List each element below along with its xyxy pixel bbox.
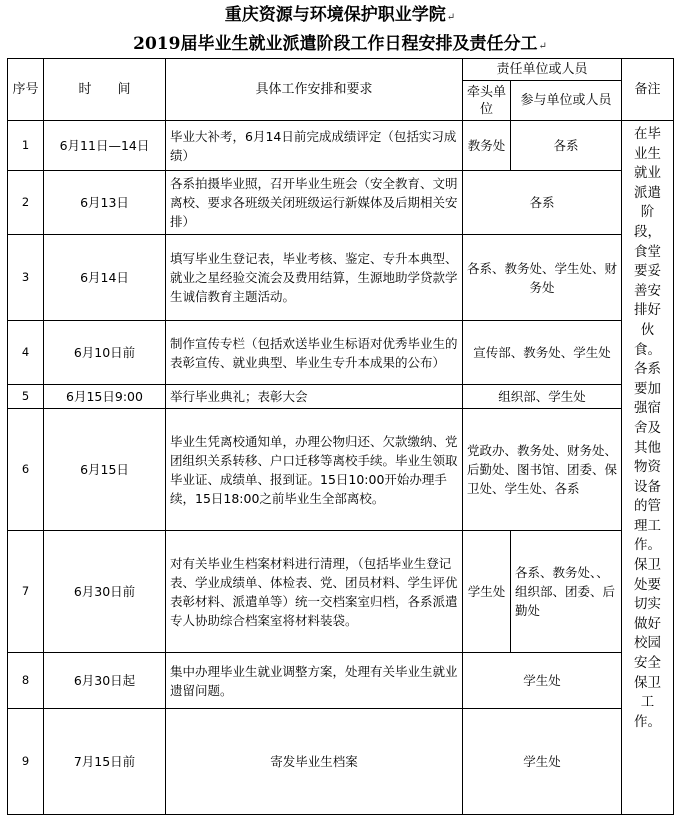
header-responsible: 责任单位或人员 bbox=[463, 59, 622, 81]
row-task: 各系拍摄毕业照，召开毕业生班会（安全教育、文明离校、要求各班级关闭班级运行新媒体及后期相关安排） bbox=[166, 171, 463, 235]
title-block bbox=[0, 2, 680, 60]
row-task: 对有关毕业生档案材料进行清理，（包括毕业生登记表、学业成绩单、体检表、党、团员材料、学生评优表彰材料、派遣单等）统一交档案室归档，各系派遣专人协助综合档案室将材料装袋。 bbox=[166, 531, 463, 653]
row-task: 举行毕业典礼；表彰大会 bbox=[166, 385, 463, 409]
row-time: 6月15日9:00 bbox=[44, 385, 166, 409]
row-number: 9 bbox=[8, 709, 44, 815]
header-seq: 序号 bbox=[8, 59, 44, 121]
row-number: 7 bbox=[8, 531, 44, 653]
table-row bbox=[8, 531, 674, 653]
row-task: 毕业大补考，6月14日前完成成绩评定（包括实习成绩） bbox=[166, 121, 463, 171]
remark-text: 在毕业生就业派遣阶段，食堂要妥善安排好伙食。各系要加强宿舍及其他物资设备的管理工作。保卫处要切实做好校园安全保卫工作。 bbox=[634, 126, 662, 730]
row-task: 毕业生凭离校通知单，办理公物归还、欠款缴纳、党团组织关系转移、户口迁移等离校手续。毕业生领取毕业证、成绩单、报到证。15日10:00开始办理手续，15日18:00之前毕业生全部离校。 bbox=[166, 409, 463, 531]
row-number: 6 bbox=[8, 409, 44, 531]
row-lead-unit: 教务处 bbox=[463, 121, 511, 171]
schedule-table bbox=[7, 58, 674, 815]
row-time: 6月13日 bbox=[44, 171, 166, 235]
table-row bbox=[8, 321, 674, 385]
header-arrangement: 具体工作安排和要求 bbox=[166, 59, 463, 121]
row-unit: 各系、教务处、学生处、财务处 bbox=[463, 235, 622, 321]
table-row bbox=[8, 709, 674, 815]
row-time: 6月15日 bbox=[44, 409, 166, 531]
row-number: 8 bbox=[8, 653, 44, 709]
row-time: 6月30日起 bbox=[44, 653, 166, 709]
row-task: 寄发毕业生档案 bbox=[166, 709, 463, 815]
row-unit: 学生处 bbox=[463, 653, 622, 709]
row-task: 制作宣传专栏（包括欢送毕业生标语对优秀毕业生的表彰宣传、就业典型、毕业生专升本成果的公布） bbox=[166, 321, 463, 385]
row-task: 集中办理毕业生就业调整方案，处理有关毕业生就业遗留问题。 bbox=[166, 653, 463, 709]
table-row bbox=[8, 409, 674, 531]
row-unit: 组织部、学生处 bbox=[463, 385, 622, 409]
row-lead-unit: 学生处 bbox=[463, 531, 511, 653]
row-unit: 宣传部、教务处、学生处 bbox=[463, 321, 622, 385]
row-participate-unit: 各系、教务处、、组织部、团委、后勤处 bbox=[511, 531, 622, 653]
row-time: 6月14日 bbox=[44, 235, 166, 321]
row-number: 5 bbox=[8, 385, 44, 409]
row-time: 6月11日—14日 bbox=[44, 121, 166, 171]
row-participate-unit: 各系 bbox=[511, 121, 622, 171]
header-row-1 bbox=[8, 59, 674, 81]
row-task: 填写毕业生登记表，毕业考核、鉴定、专升本典型、就业之星经验交流会及费用结算，生源地助学贷款学生诚信教育主题活动。 bbox=[166, 235, 463, 321]
header-remark: 备注 bbox=[622, 59, 674, 121]
row-unit: 学生处 bbox=[463, 709, 622, 815]
document-subtitle: 2019届毕业生就业派遣阶段工作日程安排及责任分工↵ bbox=[133, 34, 547, 54]
header-participate: 参与单位或人员 bbox=[511, 81, 622, 121]
row-number: 2 bbox=[8, 171, 44, 235]
table-row bbox=[8, 653, 674, 709]
row-number: 4 bbox=[8, 321, 44, 385]
header-lead: 牵头单位 bbox=[463, 81, 511, 121]
row-unit: 各系 bbox=[463, 171, 622, 235]
table-row bbox=[8, 385, 674, 409]
row-time: 7月15日前 bbox=[44, 709, 166, 815]
row-number: 1 bbox=[8, 121, 44, 171]
table-row bbox=[8, 171, 674, 235]
row-unit: 党政办、教务处、财务处、后勤处、图书馆、团委、保卫处、学生处、各系 bbox=[463, 409, 622, 531]
row-time: 6月30日前 bbox=[44, 531, 166, 653]
row-number: 3 bbox=[8, 235, 44, 321]
table-row bbox=[8, 235, 674, 321]
header-time: 时 间 bbox=[44, 59, 166, 121]
table-row bbox=[8, 121, 674, 171]
row-time: 6月10日前 bbox=[44, 321, 166, 385]
remark-cell bbox=[622, 121, 674, 815]
document-title: 重庆资源与环境保护职业学院↵ bbox=[224, 5, 456, 25]
